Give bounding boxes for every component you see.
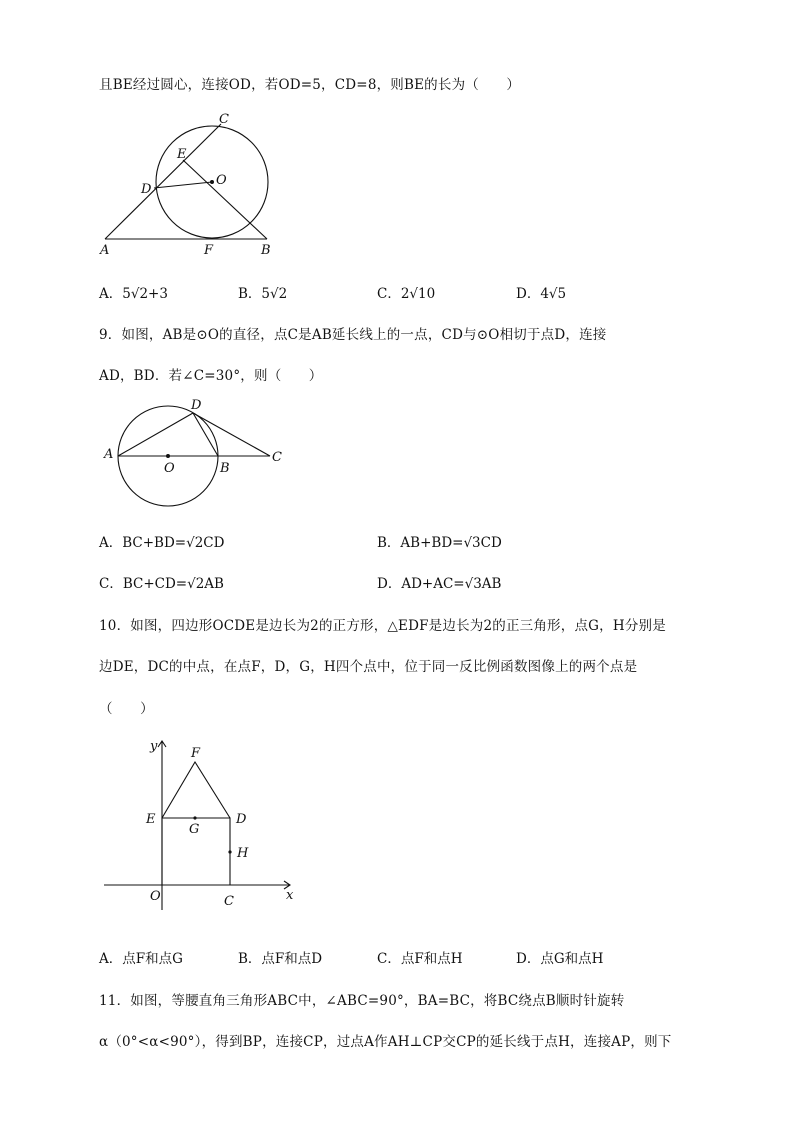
q9-label-C: C: [272, 450, 282, 465]
q9-label-B: B: [220, 461, 230, 476]
q10-label-x: x: [286, 888, 294, 903]
q10-label-C: C: [224, 894, 234, 909]
q10-option-a[interactable]: A．点F和点G: [99, 951, 183, 967]
q8-label-A: A: [100, 243, 110, 258]
q8-label-F: F: [204, 243, 214, 258]
q9-label-D: D: [191, 398, 202, 413]
q8-label-D: D: [141, 182, 152, 197]
q10-stem-line2: 边DE，DC的中点，在点F，D，G，H四个点中，位于同一反比例函数图像上的两个点是: [99, 659, 638, 675]
q9-point-O: [166, 454, 170, 458]
q8-option-a[interactable]: A．5√2+3: [99, 286, 168, 302]
q10-label-D: D: [236, 812, 247, 827]
q10-option-c[interactable]: C．点F和点H: [377, 951, 463, 967]
q8-option-c[interactable]: C．2√10: [377, 286, 436, 302]
q10-option-d[interactable]: D．点G和点H: [516, 951, 604, 967]
q9-option-b[interactable]: B．AB+BD=√3CD: [377, 535, 502, 551]
q9-stem-line2: AD，BD．若∠C=30°，则（ ）: [99, 368, 323, 384]
q8-label-B: B: [261, 243, 271, 258]
q8-point-O: [210, 180, 214, 184]
q8-label-C: C: [219, 112, 229, 127]
q11-stem-line2: α（0°<α<90°），得到BP，连接CP，过点A作AH⊥CP交CP的延长线于点H，连接AP，则下: [99, 1034, 672, 1050]
q8-segment-AC: [105, 124, 221, 239]
q11-stem-line1: 11．如图，等腰直角三角形ABC中，∠ABC=90°，BA=BC，将BC绕点B顺时针旋转: [99, 993, 625, 1009]
q8-option-b[interactable]: B．5√2: [238, 286, 288, 302]
q10-label-E: E: [146, 812, 156, 827]
q8-label-E: E: [177, 147, 187, 162]
q10-stem-line1: 10．如图，四边形OCDE是边长为2的正方形，△EDF是边长为2的正三角形，点G，H分别是: [99, 618, 666, 634]
q10-figure: [104, 735, 304, 913]
q10-label-F: F: [191, 746, 201, 761]
q9-segment-DC: [193, 413, 270, 456]
q9-option-d[interactable]: D．AD+AC=√3AB: [377, 576, 502, 592]
q10-point-G: [193, 816, 196, 819]
q10-triangle-EDF: [162, 762, 230, 818]
q9-label-A: A: [104, 447, 114, 462]
q8-figure: [95, 108, 285, 260]
q10-label-y: y: [150, 739, 158, 754]
q8-stem: 且BE经过圆心，连接OD，若OD=5，CD=8，则BE的长为（ ）: [99, 77, 521, 93]
q9-label-O: O: [164, 461, 175, 476]
q10-stem-line3: （ ）: [99, 701, 154, 717]
q9-option-c[interactable]: C．BC+CD=√2AB: [99, 576, 224, 592]
q10-option-b[interactable]: B．点F和点D: [238, 951, 323, 967]
q10-label-H: H: [237, 846, 249, 861]
q9-stem-line1: 9．如图，AB是⊙O的直径，点C是AB延长线上的一点，CD与⊙O相切于点D，连接: [99, 327, 607, 343]
q10-point-H: [228, 850, 231, 853]
q8-label-O: O: [216, 173, 227, 188]
q10-label-G: G: [189, 822, 200, 837]
q8-option-d[interactable]: D．4√5: [516, 286, 567, 302]
q8-segment-DO: [154, 182, 212, 188]
q8-segment-EB: [183, 160, 267, 239]
q9-option-a[interactable]: A．BC+BD=√2CD: [99, 535, 225, 551]
q9-segment-AD: [118, 413, 193, 456]
q9-figure: [100, 396, 290, 508]
q10-label-O: O: [150, 889, 161, 904]
